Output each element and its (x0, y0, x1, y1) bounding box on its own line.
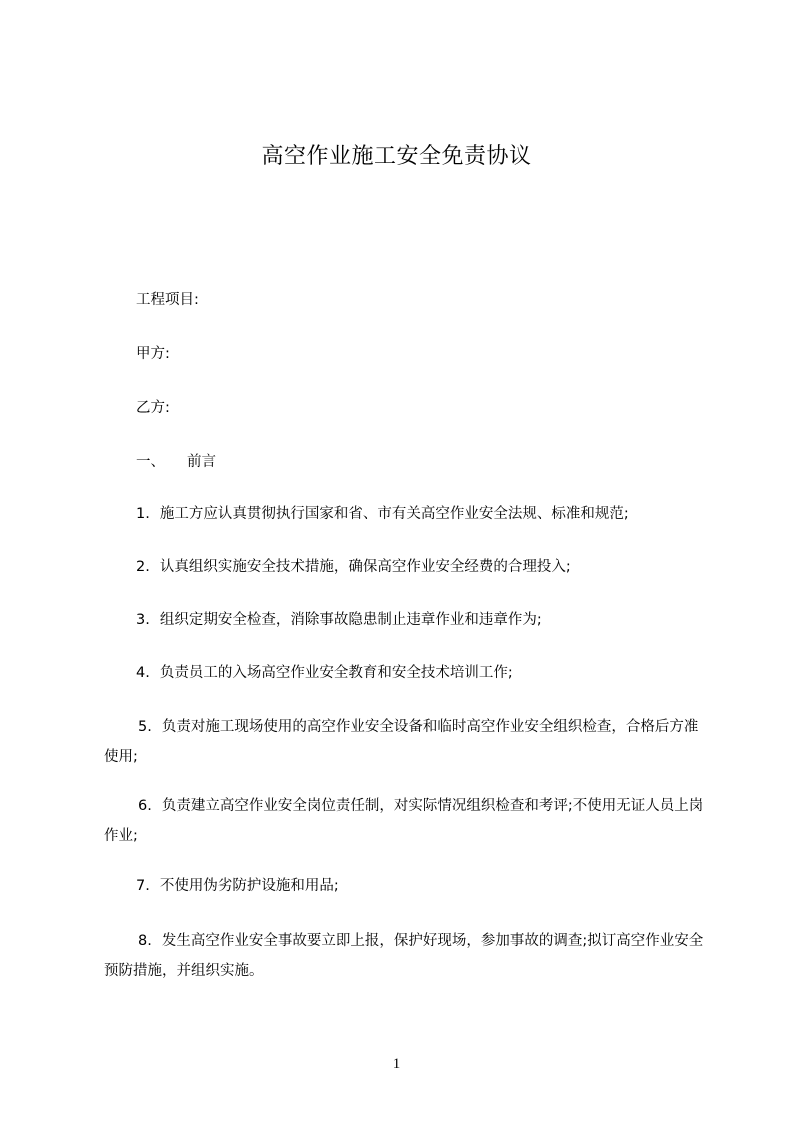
item-number: 1. (136, 506, 150, 522)
field-project: 工程项目: (136, 292, 199, 308)
item-number: 4. (136, 665, 150, 681)
section-number: 一、 (136, 454, 165, 470)
item-number: 8. (138, 933, 152, 949)
page-number: 1 (392, 1056, 401, 1072)
list-item (136, 658, 740, 688)
list-item (136, 499, 740, 529)
item-text: 不使用伪劣防护设施和用品; (159, 878, 339, 894)
item-number: 6. (138, 798, 152, 814)
item-text: 认真组织实施安全技术措施，确保高空作业安全经费的合理投入; (159, 559, 571, 575)
item-number: 5. (138, 719, 152, 735)
item-text: 施工方应认真贯彻执行国家和省、市有关高空作业安全法规、标准和规范; (159, 506, 629, 522)
list-item (104, 712, 712, 772)
item-text: 组织定期安全检查，消除事故隐患制止违章作业和违章作为; (159, 612, 542, 628)
list-item (104, 926, 712, 986)
item-number: 3. (136, 612, 150, 628)
field-party-b: 乙方: (136, 400, 170, 416)
section-title: 前言 (187, 454, 216, 470)
item-text: 负责建立高空作业安全岗位责任制，对实际情况组织检查和考评;不使用无证人员上岗作业; (104, 798, 704, 844)
list-item (136, 552, 740, 582)
list-item (104, 791, 712, 851)
item-text: 负责对施工现场使用的高空作业安全设备和临时高空作业安全组织检查，合格后方准使用; (104, 719, 699, 765)
item-number: 2. (136, 559, 150, 575)
document-title: 高空作业施工安全免责协议 (261, 144, 532, 169)
item-number: 7. (136, 878, 150, 894)
item-text: 发生高空作业安全事故要立即上报，保护好现场，参加事故的调查;拟订高空作业安全预防措施，并组织实施。 (104, 933, 704, 979)
list-item (136, 871, 740, 901)
list-item (136, 605, 740, 635)
field-party-a: 甲方: (136, 346, 170, 362)
section-heading (136, 447, 740, 477)
item-text: 负责员工的入场高空作业安全教育和安全技术培训工作; (159, 665, 513, 681)
